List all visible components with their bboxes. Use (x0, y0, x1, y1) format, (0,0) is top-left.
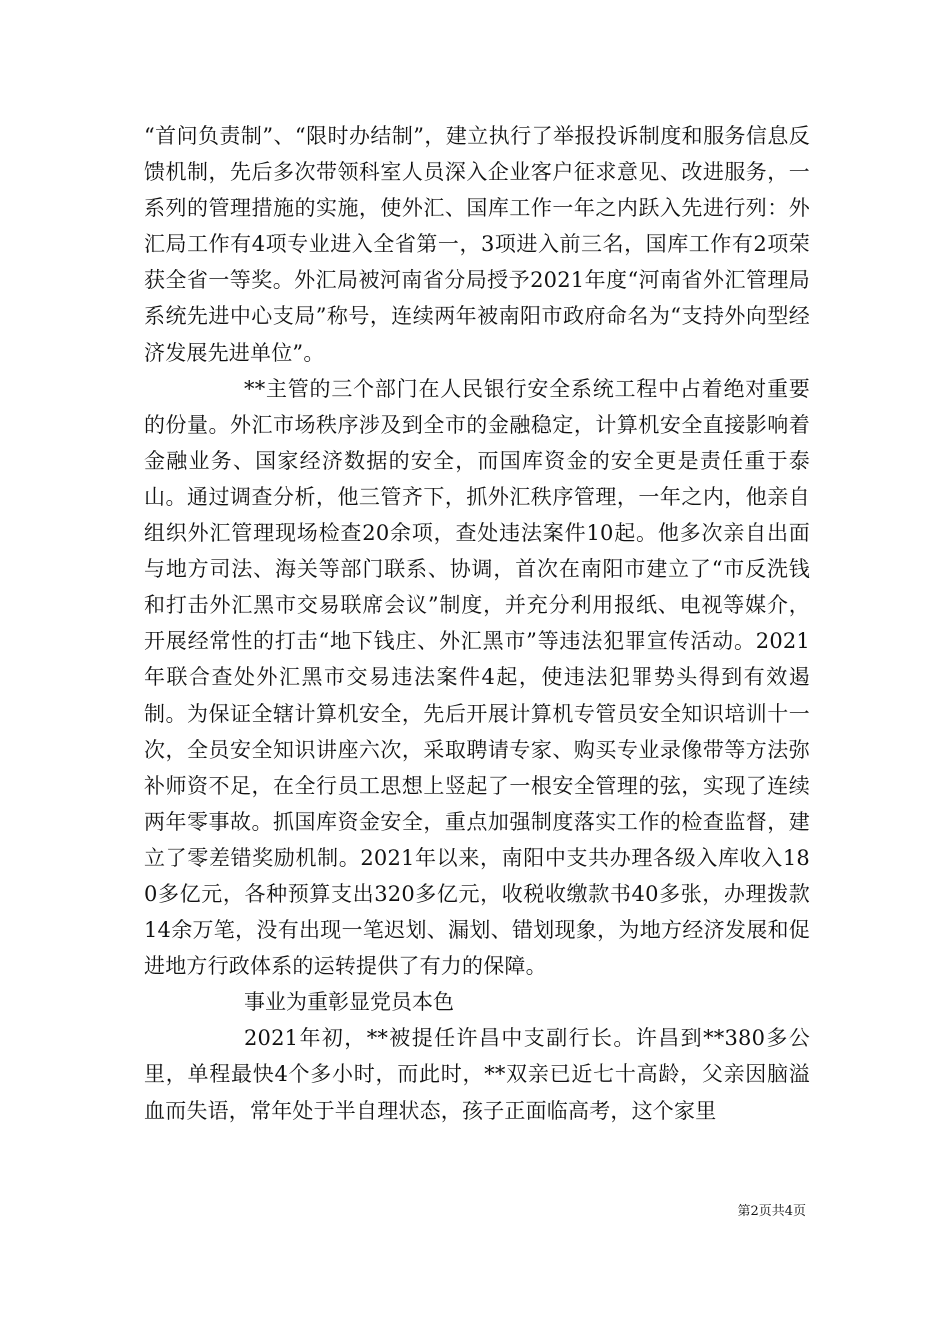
page-number-footer: 第2页共4页 (737, 1204, 806, 1219)
paragraph-promotion: 2021年初，**被提任许昌中支副行长。许昌到**380多公里，单程最快4个多小时，而此时，**双亲已近七十高龄，父亲因脑溢血而失语，常年处于半自理状态，孩子正面临高考，这个家里 (144, 1026, 810, 1123)
section-heading: 事业为重彰显党员本色 (244, 990, 454, 1015)
document-body (144, 118, 810, 1129)
paragraph-security-work: **主管的三个部门在人民银行安全系统工程中占着绝对重要的份量。外汇市场秩序涉及到全市的金融稳定，计算机安全直接影响着金融业务、国家经济数据的安全，而国库资金的安全更是责任重于泰山。通过调查分析，他三管齐下，抓外汇秩序管理，一年之内，他亲自组织外汇管理现场检查20余项，查处违法案件10起。他多次亲自出面与地方司法、海关等部门联系、协调，首次在南阳市建立了“市反洗钱和打击外汇黑市交易联席会议”制度，并充分利用报纸、电视等媒介，开展经常性的打击“地下钱庄、外汇黑市”等违法犯罪宣传活动。2021年联合查处外汇黑市交易违法案件4起，使违法犯罪势头得到有效遏制。为保证全辖计算机安全，先后开展计算机专管员安全知识培训十一次，全员安全知识讲座六次，采取聘请专家、购买专业录像带等方法弥补师资不足，在全行员工思想上竖起了一根安全管理的弦，实现了连续两年零事故。抓国库资金安全，重点加强制度落实工作的检查监督，建立了零差错奖励机制。2021年以来，南阳中支共办理各级入库收入180多亿元，各种预算支出320多亿元，收税收缴款书40多张，办理拨款14余万笔，没有出现一笔迟划、漏划、错划现象，为地方经济发展和促进地方行政体系的运转提供了有力的保障。 (144, 376, 810, 979)
paragraph-continued: “首问负责制”、“限时办结制”，建立执行了举报投诉制度和服务信息反馈机制，先后多次带领科室人员深入企业客户征求意见、改进服务，一系列的管理措施的实施，使外汇、国库工作一年之内跃入先进行列：外汇局工作有4项专业进入全省第一，3项进入前三名，国库工作有2项荣获全省一等奖。外汇局被河南省分局授予2021年度“河南省外汇管理局系统先进中心支局”称号，连续两年被南阳市政府命名为“支持外向型经济发展先进单位”。 (144, 124, 810, 365)
